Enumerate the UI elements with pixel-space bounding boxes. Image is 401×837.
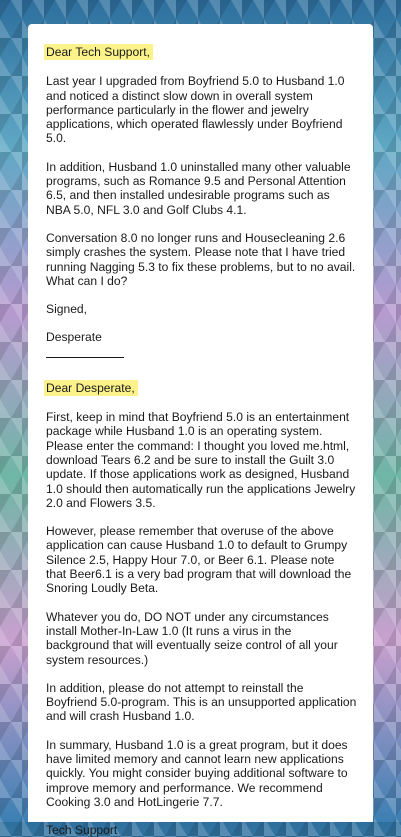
greeting-highlight: Dear Desperate, bbox=[44, 380, 138, 396]
letter-signature: Desperate bbox=[46, 330, 102, 345]
reply-paragraph: In addition, please do not attempt to reinstall the Boyfriend 5.0-program. This is an unsupported application and will crash Husband 1.0. bbox=[46, 680, 357, 724]
letter-paragraph: In addition, Husband 1.0 uninstalled many other valuable programs, such as Romance 9.5 and Personal Attention 6.5, and then installed undesirable programs such as NBA 5.0, NFL 3.0 and Golf Clubs 4.1. bbox=[46, 159, 351, 217]
section-divider bbox=[46, 357, 124, 358]
reply-greeting bbox=[46, 380, 357, 396]
reply-paragraph: However, please remember that overuse of the above application can cause Husband 1.0 to default to Grumpy Silence 2.5, Happy Hour 7.0, or Beer 6.1. Please note that Beer6.1 is a very bad program that will download the Snoring Loudly Beta. bbox=[46, 524, 352, 596]
greeting-highlight: Dear Tech Support, bbox=[44, 44, 153, 60]
reply-signature: Tech Support bbox=[46, 823, 118, 837]
letter-sheet bbox=[28, 24, 373, 837]
letter-greeting bbox=[46, 44, 357, 60]
letter-paragraph: Conversation 8.0 no longer runs and Housecleaning 2.6 simply crashes the system. Please note that I have tried running Nagging 5.3 to fix these problems, but to no avail. What can I do? bbox=[46, 230, 356, 288]
reply-paragraph: In summary, Husband 1.0 is a great program, but it does have limited memory and cannot learn new applications quickly. You might consider buying additional software to improve memory and performance. We recommend Cooking 3.0 and HotLingerie 7.7. bbox=[46, 737, 348, 809]
letter-signed: Signed, bbox=[46, 302, 88, 317]
letter-paragraph: Last year I upgraded from Boyfriend 5.0 to Husband 1.0 and noticed a distinct slow down in overall system performance particularly in the flower and jewelry applications, which operated flawlessly under Boyfriend 5.0. bbox=[46, 74, 345, 146]
reply-paragraph: Whatever you do, DO NOT under any circumstances install Mother-In-Law 1.0 (It runs a virus in the background that will eventually seize control of all your system resources.) bbox=[46, 609, 338, 667]
reply-paragraph: First, keep in mind that Boyfriend 5.0 is an entertainment package while Husband 1.0 is an operating system. Please enter the command: I thought you loved me.html, download Tears 6.2 and be sure to install the Guilt 3.0 update. If those applications work as designed, Husband 1.0 should then automatically run the applications Jewelry 2.0 and Flowers 3.5. bbox=[46, 410, 356, 510]
